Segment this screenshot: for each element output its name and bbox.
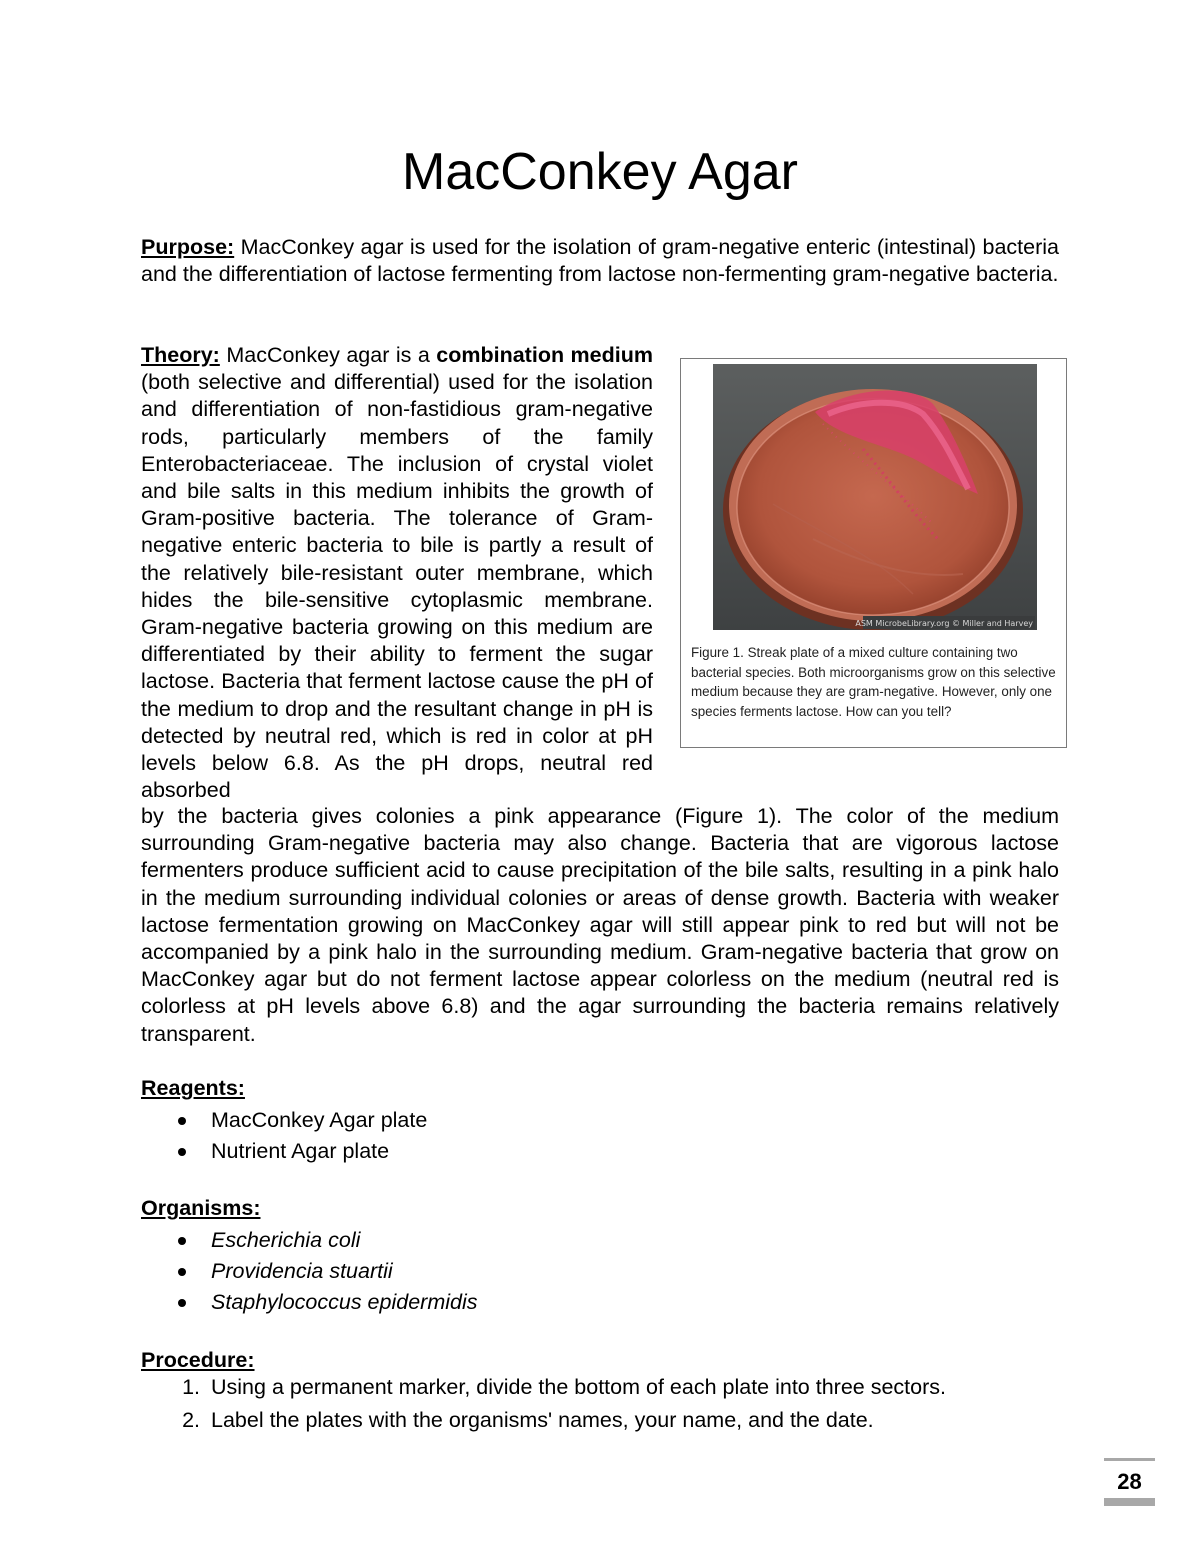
purpose-paragraph (141, 234, 1059, 288)
reagents-label: Reagents: (141, 1076, 245, 1100)
step-text: Using a permanent marker, divide the bottom of each plate into three sectors. (211, 1375, 946, 1399)
figure-caption: Figure 1. Streak plate of a mixed culture containing two bacterial species. Both microorganisms grow on this selective medium because they are gram-negative. However, only one species ferments lactose. How can you tell? (691, 645, 1056, 719)
figure-1 (680, 358, 1067, 748)
petri-dish-photo (713, 364, 1037, 630)
organisms-list (141, 1225, 1041, 1318)
procedure-list (141, 1371, 1041, 1437)
page-title: MacConkey Agar (402, 143, 798, 201)
theory-lead: MacConkey agar is a (226, 343, 430, 367)
organisms-label: Organisms: (141, 1196, 261, 1220)
photo-credit: ASM MicrobeLibrary.org © Miller and Harvey (855, 619, 1033, 628)
reagents-list (141, 1105, 1041, 1167)
page-number: 28 (1117, 1469, 1142, 1494)
list-item: Providencia stuartii (141, 1256, 1041, 1287)
theory-paragraph-full: by the bacteria gives colonies a pink appearance (Figure 1). The color of the medium surrounding Gram-negative bacteria may also change. Bacteria that are vigorous lactose fermenters produce sufficient acid to cause precipitation of the bile salts, resulting in a pink halo in the medium surrounding individual colonies or areas of dense growth. Bacteria with weaker lactose fermentation growing on MacConkey agar will still appear pink to red but will not be accompanied by a pink halo in the surrounding medium. Gram-negative bacteria that grow on MacConkey agar but do not ferment lactose appear colorless on the medium (neutral red is colorless at pH levels above 6.8) and the agar surrounding the bacteria remains relatively transparent. (141, 804, 1059, 1046)
list-item: Staphylococcus epidermidis (141, 1287, 1041, 1318)
list-item: MacConkey Agar plate (141, 1105, 1041, 1136)
step-number: 1. (182, 1375, 200, 1399)
theory-paragraph-wrapped (141, 342, 653, 804)
step-number: 2. (182, 1408, 200, 1432)
procedure-heading (141, 1347, 255, 1374)
theory-text-wrapped: (both selective and differential) used for the isolation and differentiation of non-fastidious gram-negative rods, particularly members of the family Enterobacteriaceae. The inclusion of crystal violet and bile salts in this medium inhibits the growth of Gram-positive bacteria. The tolerance of Gram-negative enteric bacteria to bile is partly a result of the relatively bile-resistant outer membrane, which hides the bile-sensitive cytoplasmic membrane. Gram-negative bacteria growing on this medium are differentiated by their ability to ferment the sugar lactose. Bacteria that ferment lactose cause the pH of the medium to drop and the resultant change in pH is detected by neutral red, which is red in color at pH levels below 6.8. As the pH drops, neutral red absorbed (141, 370, 653, 803)
purpose-text: MacConkey agar is used for the isolation of gram-negative enteric (intestinal) bacteria and the differentiation of lactose fermenting from lactose non-fermenting gram-negative bacteria. (141, 235, 1059, 287)
purpose-label: Purpose: (141, 235, 235, 259)
list-item (141, 1404, 1041, 1437)
theory-label: Theory: (141, 343, 220, 367)
step-text: Label the plates with the organisms' names, your name, and the date. (211, 1408, 874, 1432)
reagents-heading (141, 1075, 245, 1102)
list-item (141, 1371, 1041, 1404)
organisms-heading (141, 1195, 260, 1222)
procedure-label: Procedure: (141, 1348, 255, 1372)
theory-bold-term: combination medium (436, 343, 653, 367)
list-item: Escherichia coli (141, 1225, 1041, 1256)
list-item: Nutrient Agar plate (141, 1136, 1041, 1167)
page-number-rule-top (1104, 1458, 1155, 1461)
page-number-rule-bottom (1104, 1498, 1155, 1506)
